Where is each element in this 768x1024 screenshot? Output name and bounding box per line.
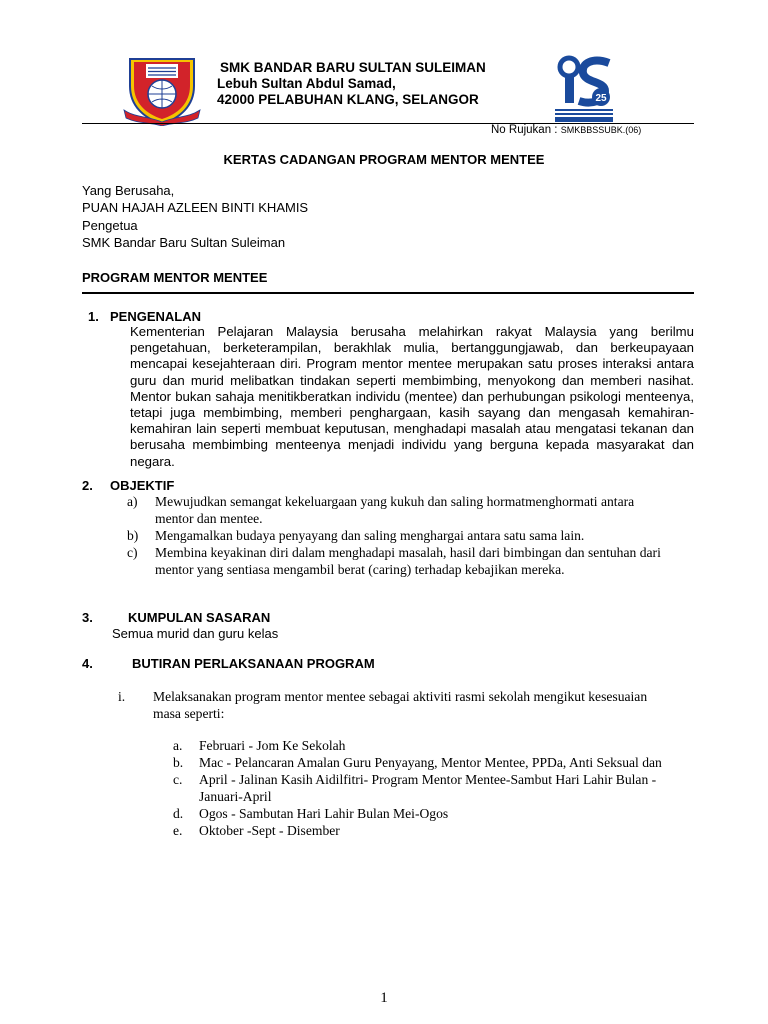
objective-text: Mewujudkan semangat kekeluargaan yang kukuh dan saling hormatmenghormati antara mentor dan mentee. <box>155 494 635 526</box>
page-number: 1 <box>380 990 388 1006</box>
section-number: 4. <box>82 656 93 671</box>
school-crest-logo <box>122 56 202 126</box>
objective-text: Membina keyakinan diri dalam menghadapi masalah, hasil dari bimbingan dan sentuhan dari mentor yang sentiasa mengambil berat (caring) terhadap kebajikan mereka. <box>155 545 661 577</box>
list-marker: a) <box>127 494 138 509</box>
target-group-text: Semua murid dan guru kelas <box>112 626 279 641</box>
list-marker: b. <box>173 755 184 770</box>
list-item <box>173 754 693 771</box>
objective-text: Mengamalkan budaya penyayang dan saling menghargai antara satu sama lain. <box>155 528 585 543</box>
recipient-school: SMK Bandar Baru Sultan Suleiman <box>82 235 286 250</box>
reference-number <box>491 124 641 136</box>
program-heading: PROGRAM MENTOR MENTEE <box>82 270 268 285</box>
activity-text: April - Jalinan Kasih Aidilfitri- Program Mentor Mentee-Sambut Hari Lahir Bulan - Januari-April <box>199 772 657 804</box>
list-marker: i. <box>118 689 126 704</box>
reference-code: SMKBBSSUBK.(06) <box>560 125 642 135</box>
list-item <box>173 822 693 839</box>
reference-label: No Rujukan : <box>491 124 558 136</box>
list-marker: c) <box>127 545 138 560</box>
recipient-name: PUAN HAJAH AZLEEN BINTI KHAMIS <box>82 200 309 215</box>
list-item <box>173 737 693 754</box>
objective-list <box>127 493 667 578</box>
list-marker: b) <box>127 528 139 543</box>
heading-divider <box>82 292 694 294</box>
list-item <box>173 771 693 805</box>
activity-schedule-list <box>173 737 693 839</box>
section-title-butiran: BUTIRAN PERLAKSANAAN PROGRAM <box>132 656 375 671</box>
list-item <box>118 688 678 722</box>
list-item <box>127 527 667 544</box>
address-line-2: 42000 PELABUHAN KLANG, SELANGOR <box>217 92 479 107</box>
section-title-pengenalan: PENGENALAN <box>110 309 202 324</box>
section-number: 1. <box>88 309 99 324</box>
list-marker: e. <box>173 823 183 838</box>
list-marker: c. <box>173 772 183 787</box>
section-title-kumpulan-sasaran: KUMPULAN SASARAN <box>128 610 271 625</box>
activity-text: Februari - Jom Ke Sekolah <box>199 738 346 753</box>
activity-text: Oktober -Sept - Disember <box>199 823 340 838</box>
list-item <box>127 544 667 578</box>
recipient-salutation: Yang Berusaha, <box>82 183 175 198</box>
list-marker: d. <box>173 806 184 821</box>
recipient-position: Pengetua <box>82 218 138 233</box>
activity-text: Mac - Pelancaran Amalan Guru Penyayang, Mentor Mentee, PPDa, Anti Seksual dan <box>199 755 662 770</box>
section-title-objektif: OBJEKTIF <box>110 478 175 493</box>
section-number: 2. <box>82 478 93 493</box>
list-item <box>127 493 667 527</box>
section-number: 3. <box>82 610 93 625</box>
program-logo <box>553 55 615 125</box>
school-address <box>217 76 479 108</box>
program-logo-number: 25 <box>595 93 607 104</box>
school-name: SMK BANDAR BARU SULTAN SULEIMAN <box>220 60 486 75</box>
list-marker: a. <box>173 738 183 753</box>
implementation-text: Melaksanakan program mentor mentee sebagai aktiviti rasmi sekolah mengikut kesesuaian masa seperti: <box>153 689 648 721</box>
address-line-1: Lebuh Sultan Abdul Samad, <box>217 76 396 91</box>
introduction-paragraph: Kementerian Pelajaran Malaysia berusaha melahirkan rakyat Malaysia yang berilmu pengetahuan, berketerampilan, berakhlak mulia, bertanggungjawab, dan berkeupayaan mencapai kesejahteraan diri. Program mentor mentee merupakan satu proses interaksi antara guru dan murid melibatkan tindakan seperti membimbing, menyokong dan memberi nasihat. Mentor bukan sahaja menitikberatkan individu (mentee) dan perhubungan psikologi menteenya, tetapi juga membimbing, memberi penghargaan, kasih sayang dan mengasah kemahiran-kemahiran lain seperti membuat keputusan, menghadapi masalah atau mengatasi tekanan dan berusaha membimbing menteenya menjadi individu yang berguna kepada masyarakat dan negara. <box>130 324 694 469</box>
activity-text: Ogos - Sambutan Hari Lahir Bulan Mei-Ogos <box>199 806 449 821</box>
list-item <box>173 805 693 822</box>
document-title: KERTAS CADANGAN PROGRAM MENTOR MENTEE <box>223 152 545 167</box>
